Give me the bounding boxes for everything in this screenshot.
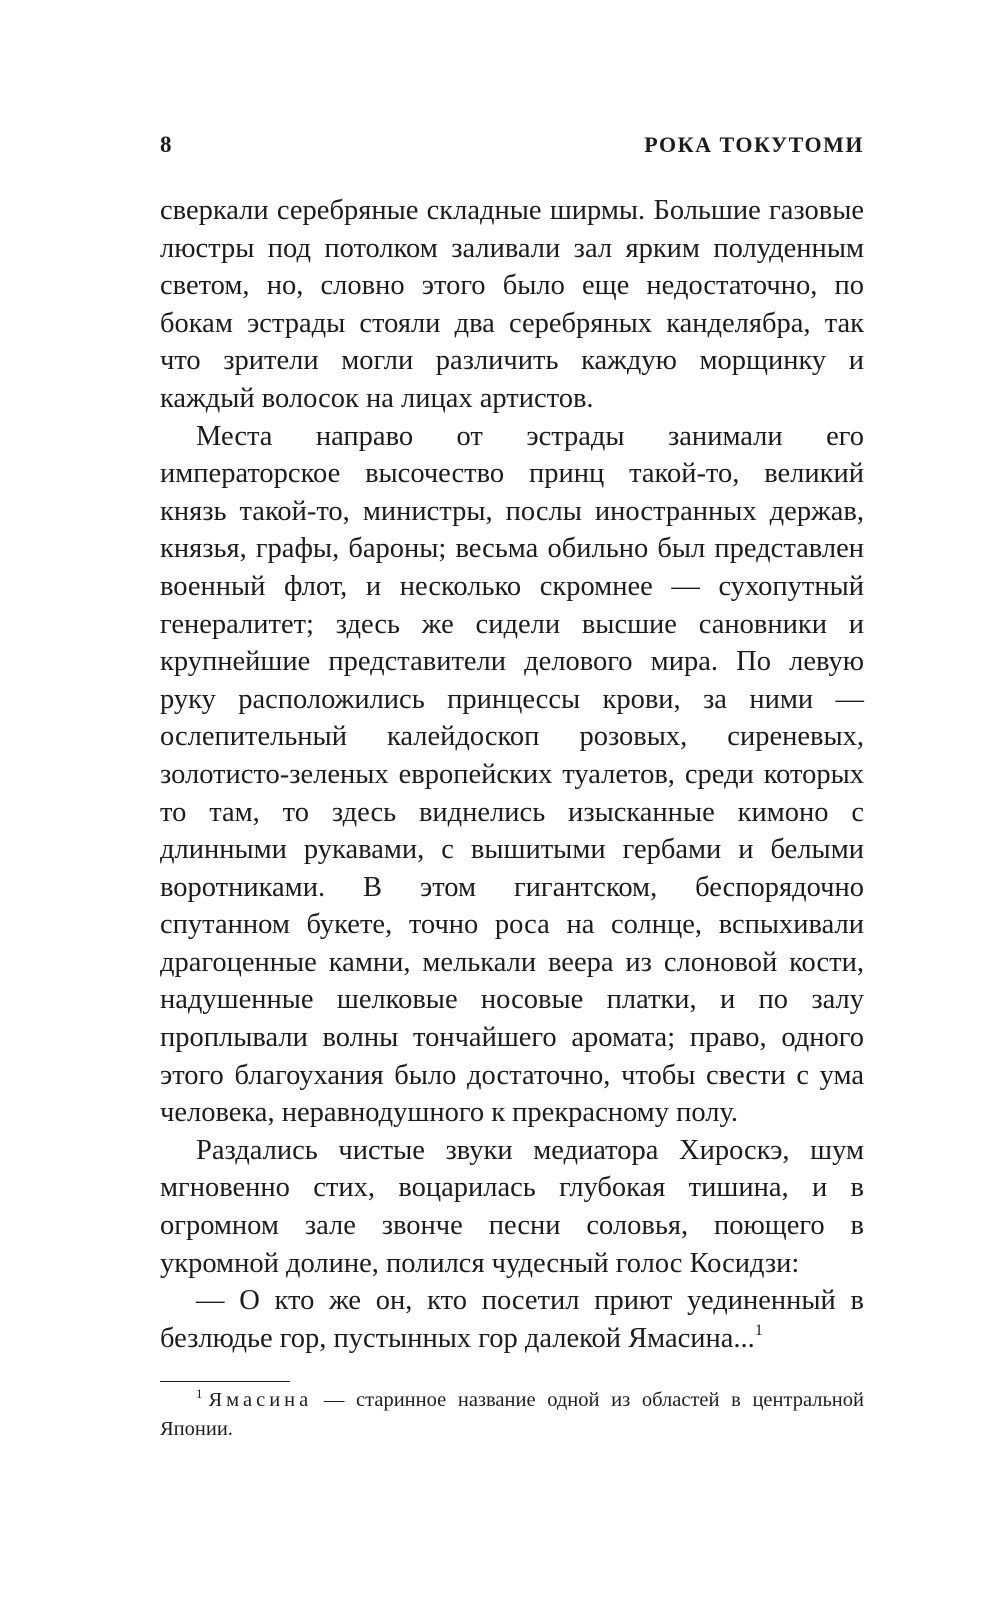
paragraph xyxy=(160,1282,864,1357)
footnote-reference[interactable]: 1 xyxy=(754,1321,763,1339)
paragraph: Места направо от эстрады занимали его императорское высочество принц такой-то, великий князь такой-то, министры, послы иностранных держав, князья, графы, бароны; весьма обильно был представлен военный флот, и несколько скромнее — сухопутный генералитет; здесь же сидели высшие сановники и крупнейшие представители делового мира. По левую руку расположились принцессы крови, за ними — ослепительный калейдоскоп розовых, сиреневых, золотисто-зеленых европейских туалетов, среди которых то там, то здесь виднелись изысканные кимоно с длинными рукавами, с вышитыми гербами и белыми воротниками. В этом гигантском, беспорядочно спутанном букете, точно роса на солнце, вспыхивали драгоценные камни, мелькали веера из слоновой кости, надушенные шелковые носовые платки, и по залу проплывали волны тончайшего аромата; право, одного этого благоухания было достаточно, чтобы свести с ума человека, неравнодушного к прекрасному полу. xyxy=(160,420,864,1129)
footnote-paragraph xyxy=(160,1386,864,1444)
footnote xyxy=(160,1386,864,1444)
footnote-term: Ямасина xyxy=(208,1389,313,1411)
page-number: 8 xyxy=(160,132,173,157)
main-text xyxy=(160,192,864,1357)
page-header xyxy=(160,132,864,158)
footnote-number: 1 xyxy=(196,1386,203,1401)
footnote-divider xyxy=(160,1381,290,1382)
running-title: РОКА ТОКУТОМИ xyxy=(644,132,864,157)
footnote-text: — старинное название одной из областей в центральной Японии. xyxy=(160,1389,864,1440)
paragraph: сверкали серебряные складные ширмы. Большие газовые люстры под потолком заливали зал ярким полуденным светом, но, словно этого было еще недостаточно, по бокам эстрады стояли два серебряных канделябра, так что зрители могли различить каждую морщинку и каждый волосок на лицах артистов. xyxy=(160,195,864,414)
paragraph: Раздались чистые звуки медиатора Хироскэ, шум мгновенно стих, воцарилась глубокая тишина, и в огромном зале звонче песни соловья, поющего в укромной долине, полился чудесный голос Косидзи: xyxy=(160,1134,864,1279)
paragraph-text: — О кто же он, кто посетил приют уединенный в безлюдье гор, пустынных гор далекой Ямасина... xyxy=(160,1285,864,1354)
